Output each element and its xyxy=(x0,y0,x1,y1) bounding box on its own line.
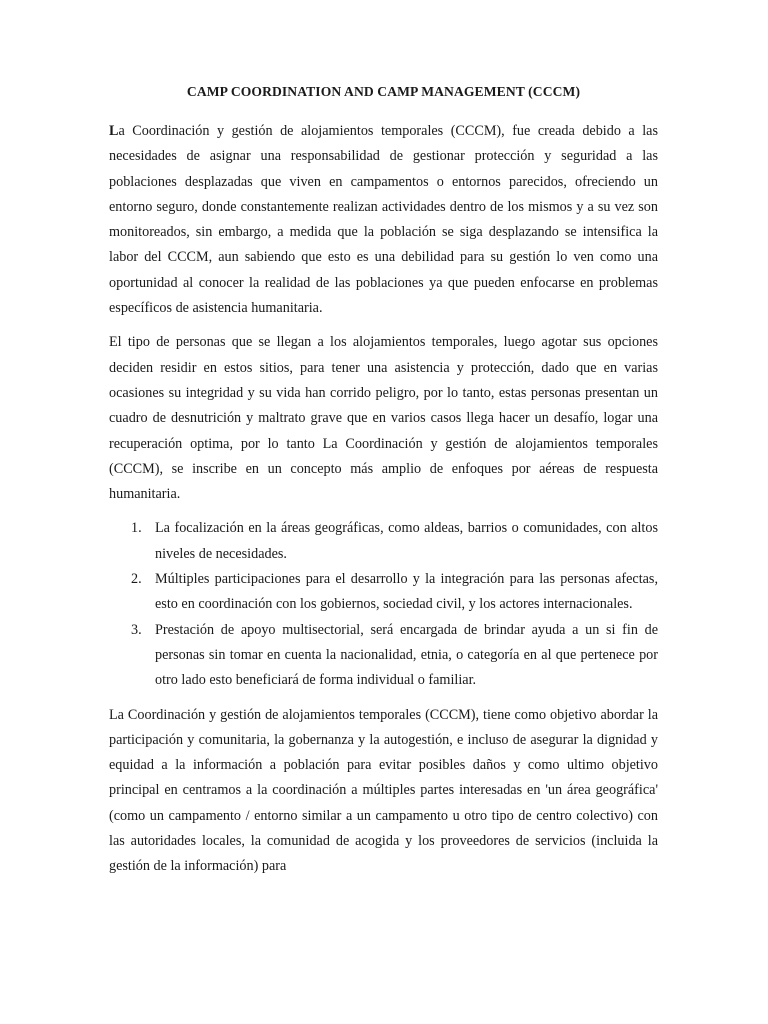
list-item-number: 1. xyxy=(131,520,142,537)
paragraph-people: El tipo de personas que se llegan a los alojamientos temporales, luego agotar sus opciones deciden residir en estos sitios, para tener una asistencia y protección, dado que en varias ocasiones su integridad y su vida han corrido peligro, por lo tanto, estas personas presentan un cuadro de desnutrición y maltrato grave que en varios casos llega hacer un desafío, logar una recuperación optima, por lo tanto La Coordinación y gestión de alojamientos temporales (CCCM), se inscribe en un concepto más amplio de enfoques por aéreas de respuesta humanitaria. xyxy=(109,334,658,503)
document-page xyxy=(109,84,658,889)
paragraph-intro-text: a Coordinación y gestión de alojamientos temporales (CCCM), fue creada debido a las necesidades de asignar una responsabilidad de gestionar protección y seguridad a las poblaciones desplazadas que viven en campamentos o entornos parecidos, ofreciendo un entorno seguro, donde constantemente realizan actividades dentro de los mismos y a su vez son monitoreados, sin embargo, a medida que la población se siga desplazando se intensifica la labor del CCCM, aun sabiendo que esto es una debilidad para su gestión lo ven como una oportunidad al conocer la realidad de las poblaciones ya que pueden enfocarse en problemas específicos de asistencia humanitaria. xyxy=(109,123,658,317)
paragraph-intro xyxy=(109,119,658,321)
list-item xyxy=(109,516,658,567)
list-item xyxy=(109,567,658,618)
list-item-text: Prestación de apoyo multisectorial, será encargada de brindar ayuda a un si fin de personas sin tomar en cuenta la nacionalidad, etnia, o categoría en al que pertenece por otro lado esto beneficiará de forma individual o familiar. xyxy=(155,621,658,689)
numbered-list xyxy=(109,516,658,693)
list-item-text: Múltiples participaciones para el desarrollo y la integración para las personas afectas, esto en coordinación con los gobiernos, sociedad civil, y los actores internacionales. xyxy=(155,571,658,613)
document-title: CAMP COORDINATION AND CAMP MANAGEMENT (CCCM) xyxy=(186,84,581,99)
list-item-number: 2. xyxy=(131,571,142,588)
paragraph-intro-lead: L xyxy=(109,123,119,139)
list-item-text: La focalización en la áreas geográficas, como aldeas, barrios o comunidades, con altos niveles de necesidades. xyxy=(155,520,658,562)
list-item-number: 3. xyxy=(131,621,142,638)
paragraph-objective: La Coordinación y gestión de alojamientos temporales (CCCM), tiene como objetivo abordar la participación y comunitaria, la gobernanza y la autogestión, e incluso de asegurar la dignidad y equidad a la información a población para evitar posibles daños y como ultimo objetivo principal en centramos a la coordinación a múltiples partes interesadas en 'un área geográfica' (como un campamento / entorno similar a un campamento u otro tipo de centro colectivo) con las autoridades locales, la comunidad de acogida y los proveedores de servicios (incluida la gestión de la información) para xyxy=(109,706,658,875)
list-item xyxy=(109,618,658,694)
